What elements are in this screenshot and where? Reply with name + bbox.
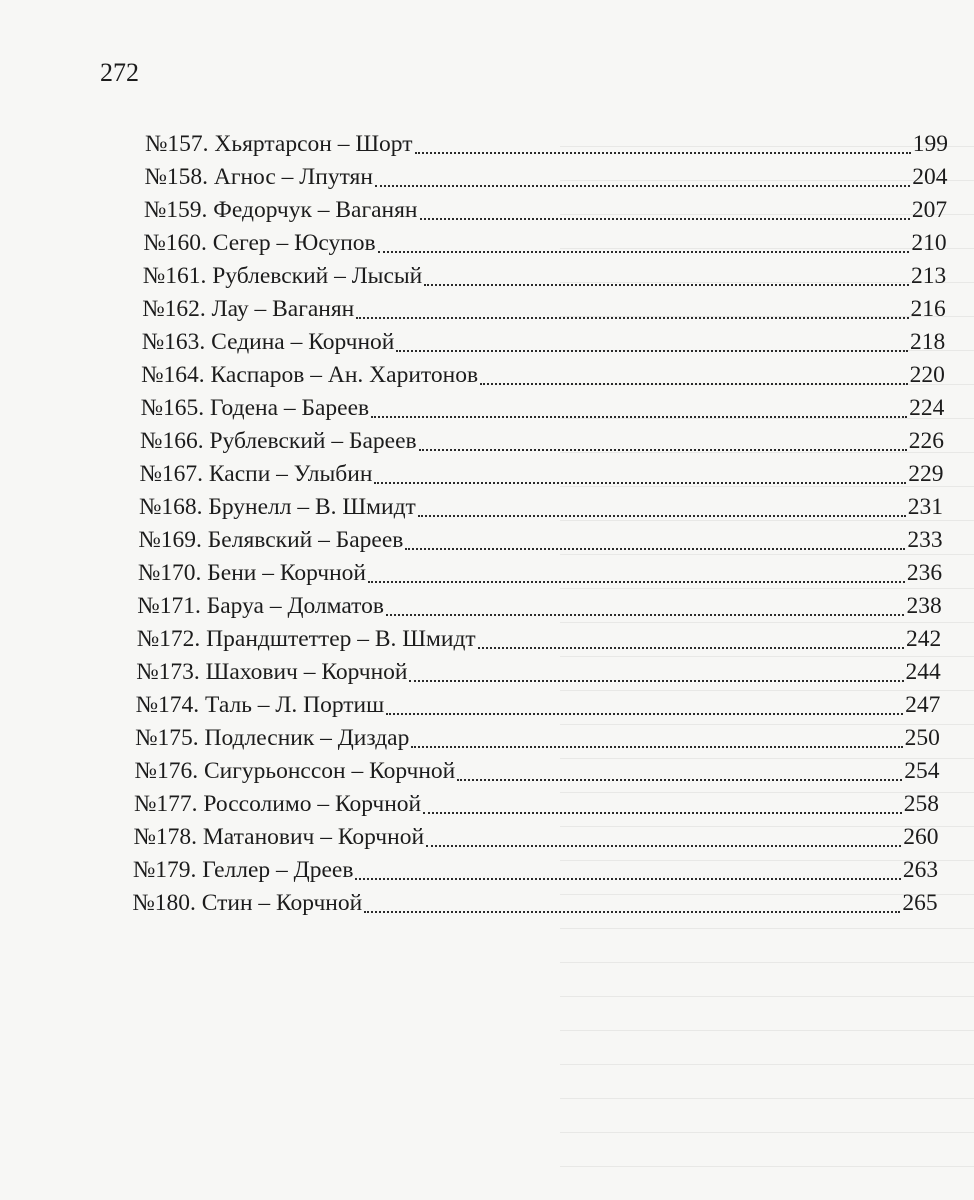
- toc-entry-page: 213: [910, 263, 947, 289]
- toc-entry-title: №163. Седина – Корчной: [141, 329, 395, 355]
- toc-leader-dots: [374, 481, 906, 484]
- toc-entry-title: №168. Брунелл – В. Шмидт: [138, 494, 416, 520]
- toc-entry-title: №173. Шахович – Корчной: [136, 659, 408, 685]
- toc-entry-title: №159. Федорчук – Ваганян: [143, 197, 418, 223]
- toc-entry-title: №167. Каспи – Улыбин: [139, 461, 373, 487]
- toc-entry: [144, 161, 947, 193]
- toc-entry-page: 258: [903, 791, 939, 817]
- toc-entry-page: 229: [908, 461, 944, 487]
- toc-entry: [145, 128, 948, 160]
- toc-entry-title: №172. Прандштеттер – В. Шмидт: [136, 626, 476, 652]
- toc-entry-title: №174. Таль – Л. Портиш: [135, 692, 385, 718]
- toc-entry: [143, 227, 946, 259]
- toc-entry-title: №175. Подлесник – Диздар: [135, 725, 410, 751]
- toc-entry-page: 236: [906, 560, 943, 586]
- toc-entry-page: 260: [903, 824, 939, 850]
- toc-leader-dots: [386, 613, 904, 616]
- toc-leader-dots: [371, 415, 907, 418]
- toc-entry-page: 220: [909, 362, 945, 388]
- toc-entry: [136, 656, 941, 688]
- toc-entry: [142, 326, 946, 358]
- toc-entry-page: 218: [910, 329, 946, 355]
- toc-leader-dots: [424, 283, 909, 286]
- toc-entry: [140, 458, 944, 490]
- toc-leader-dots: [426, 844, 901, 847]
- toc-leader-dots: [356, 316, 908, 319]
- toc-entry: [137, 590, 941, 622]
- toc-entry-page: 238: [906, 593, 942, 619]
- toc-entry-page: 244: [905, 659, 941, 685]
- toc-entry-title: №169. Белявский – Бареев: [138, 527, 404, 553]
- toc-entry-page: 204: [912, 164, 948, 190]
- toc-entry-title: №180. Стин – Корчной: [132, 890, 363, 916]
- toc-leader-dots: [478, 646, 904, 649]
- toc-leader-dots: [415, 151, 911, 154]
- page-number: 272: [100, 58, 139, 87]
- toc-entry-title: №162. Лау – Ваганян: [142, 296, 355, 322]
- toc-leader-dots: [423, 811, 902, 814]
- toc-entry-title: №158. Агнос – Лпутян: [144, 164, 373, 190]
- toc-entry: [140, 425, 944, 457]
- toc-entry-page: 231: [907, 494, 944, 520]
- toc-leader-dots: [411, 745, 902, 748]
- toc-entry: [141, 392, 945, 424]
- toc-entry-title: №178. Матанович – Корчной: [133, 824, 425, 850]
- toc-leader-dots: [375, 184, 910, 187]
- toc-entry: [132, 887, 937, 919]
- toc-entry: [141, 359, 945, 391]
- toc-leader-dots: [405, 547, 905, 550]
- toc-leader-dots: [418, 514, 906, 517]
- toc-entry-page: 199: [912, 131, 948, 157]
- toc-leader-dots: [378, 250, 910, 253]
- toc-entry: [136, 689, 941, 721]
- toc-entry-title: №160. Сегер – Юсупов: [143, 230, 376, 256]
- toc-entry-page: 247: [905, 692, 941, 718]
- toc-leader-dots: [396, 349, 908, 352]
- toc-entry: [144, 194, 947, 226]
- toc-entry-title: №164. Каспаров – Ан. Харитонов: [141, 362, 479, 388]
- toc-entry-page: 233: [907, 527, 943, 553]
- toc-leader-dots: [368, 580, 905, 583]
- toc-entry: [133, 854, 938, 886]
- toc-entry-title: №157. Хьяртарсон – Шорт: [145, 131, 413, 157]
- toc-entry-title: №166. Рублевский – Бареев: [140, 428, 417, 454]
- toc-leader-dots: [355, 877, 900, 880]
- toc-entry-title: №170. Бени – Корчной: [137, 560, 366, 586]
- toc-entry-title: №161. Рублевский – Лысый: [142, 263, 423, 289]
- toc-leader-dots: [480, 382, 908, 385]
- toc-entry-page: 216: [910, 296, 946, 322]
- toc-entry: [133, 821, 938, 853]
- toc-entry: [134, 788, 939, 820]
- toc-entry: [137, 623, 942, 655]
- toc-entry-page: 254: [904, 758, 940, 784]
- toc-entry: [135, 722, 940, 754]
- toc-entry-title: №177. Россолимо – Корчной: [134, 791, 422, 817]
- toc-entry: [139, 491, 943, 523]
- toc-entry-page: 263: [902, 857, 939, 883]
- toc-entry-page: 242: [906, 626, 942, 652]
- toc-entry-page: 250: [904, 725, 940, 751]
- toc-leader-dots: [419, 448, 907, 451]
- toc-entry-page: 207: [911, 197, 948, 223]
- toc-entry-page: 265: [902, 890, 938, 916]
- toc-entry: [138, 557, 942, 589]
- toc-leader-dots: [364, 910, 900, 913]
- toc-leader-dots: [386, 712, 903, 715]
- toc-entry-title: №179. Геллер – Дреев: [132, 857, 354, 883]
- toc-entry-page: 210: [911, 230, 947, 256]
- toc-leader-dots: [457, 778, 902, 781]
- toc-entry: [138, 524, 942, 556]
- toc-entry-title: №165. Годена – Бареев: [140, 395, 370, 421]
- toc-leader-dots: [420, 217, 910, 220]
- toc-entry-title: №176. Сигурьонссон – Корчной: [134, 758, 456, 784]
- toc-leader-dots: [409, 679, 903, 682]
- toc-entry: [135, 755, 940, 787]
- toc-entry: [143, 260, 946, 292]
- toc-entry-title: №171. Баруа – Долматов: [137, 593, 384, 619]
- toc-entry: [142, 293, 946, 325]
- toc-entry-page: 226: [908, 428, 944, 454]
- toc-entry-page: 224: [909, 395, 945, 421]
